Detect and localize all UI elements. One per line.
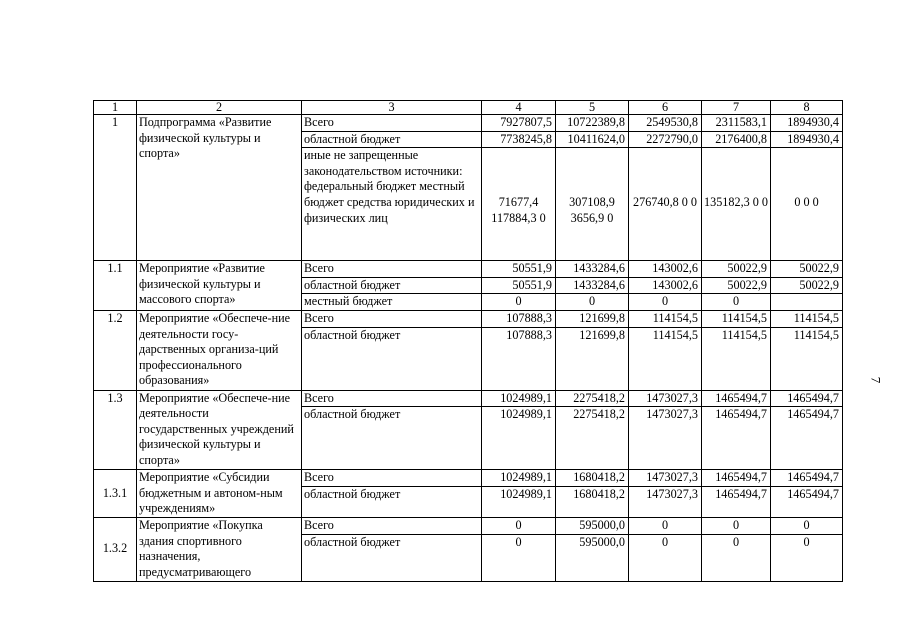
source-label: Всего [302, 261, 482, 278]
value-cell: 7927807,5 [482, 115, 556, 132]
value-cell: 50022,9 [771, 261, 843, 278]
value-cell: 107888,3 [482, 310, 556, 327]
header-cell: 3 [302, 101, 482, 115]
value-cell: 50022,9 [702, 261, 771, 278]
value-cell: 595000,0 [556, 534, 629, 581]
source-label: Всего [302, 470, 482, 487]
value-cell: 1465494,7 [771, 470, 843, 487]
row-number: 1 [94, 115, 137, 261]
value-cell: 2272790,0 [629, 131, 702, 148]
value-cell: 2275418,2 [556, 407, 629, 470]
source-label: областной бюджет [302, 327, 482, 390]
value-cell: 1465494,7 [702, 390, 771, 407]
value-cell: 0 [629, 294, 702, 311]
value-cell: 0 [629, 517, 702, 534]
value-cell: 2311583,1 [702, 115, 771, 132]
value-cell: 1894930,4 [771, 115, 843, 132]
table-row [94, 390, 843, 407]
row-number: 1.3 [94, 390, 137, 470]
value-cell: 114154,5 [702, 310, 771, 327]
value-cell: 143002,6 [629, 277, 702, 294]
value-cell: 1433284,6 [556, 261, 629, 278]
value-cell: 50551,9 [482, 261, 556, 278]
value-cell: 0 [702, 517, 771, 534]
source-label: иные не запрещенные законодательством источники: федеральный бюджет местный бюджет средства юридических и физических лиц [302, 148, 482, 261]
header-cell: 2 [137, 101, 302, 115]
source-label: областной бюджет [302, 534, 482, 581]
value-cell: 1473027,3 [629, 486, 702, 517]
value-cell: 114154,5 [771, 327, 843, 390]
value-cell: 50022,9 [771, 277, 843, 294]
row-number: 1.1 [94, 261, 137, 311]
value-cell: 10722389,8 [556, 115, 629, 132]
value-cell: 0 0 0 [771, 148, 843, 261]
program-name: Мероприятие «Развитие физической культуры и массового спорта» [137, 261, 302, 311]
value-cell: 114154,5 [702, 327, 771, 390]
value-cell: 2275418,2 [556, 390, 629, 407]
value-cell: 0 [702, 294, 771, 311]
source-label: областной бюджет [302, 277, 482, 294]
value-cell: 0 [702, 534, 771, 581]
value-cell: 10411624,0 [556, 131, 629, 148]
value-cell: 1433284,6 [556, 277, 629, 294]
value-cell: 1465494,7 [771, 407, 843, 470]
value-cell: 276740,8 0 0 [629, 148, 702, 261]
source-label: Всего [302, 115, 482, 132]
value-cell: 7738245,8 [482, 131, 556, 148]
header-cell: 7 [702, 101, 771, 115]
value-cell: 0 [482, 534, 556, 581]
value-cell: 307108,9 3656,9 0 [556, 148, 629, 261]
value-cell: 1473027,3 [629, 407, 702, 470]
budget-table [93, 100, 843, 582]
header-cell: 6 [629, 101, 702, 115]
value-cell: 121699,8 [556, 310, 629, 327]
program-name: Мероприятие «Обеспече-ние деятельности госу-дарственных организа-ций профессионального образования» [137, 310, 302, 390]
program-name: Мероприятие «Субсидии бюджетным и автоном-ным учреждениям» [137, 470, 302, 518]
value-cell: 135182,3 0 0 [702, 148, 771, 261]
value-cell: 1680418,2 [556, 470, 629, 487]
table-row [94, 470, 843, 487]
value-cell: 1473027,3 [629, 390, 702, 407]
header-cell: 4 [482, 101, 556, 115]
value-cell: 143002,6 [629, 261, 702, 278]
source-label: Всего [302, 310, 482, 327]
table-row [94, 261, 843, 278]
value-cell: 0 [556, 294, 629, 311]
value-cell: 50551,9 [482, 277, 556, 294]
value-cell: 1465494,7 [771, 486, 843, 517]
value-cell: 0 [771, 517, 843, 534]
program-name: Мероприятие «Обеспече-ние деятельности государственных учреждений физической культуры и спорта» [137, 390, 302, 470]
value-cell: 121699,8 [556, 327, 629, 390]
value-cell: 1024989,1 [482, 486, 556, 517]
header-cell: 8 [771, 101, 843, 115]
value-cell: 1473027,3 [629, 470, 702, 487]
value-cell: 1024989,1 [482, 470, 556, 487]
program-name: Мероприятие «Покупка здания спортивного назначения, предусматривающего [137, 517, 302, 581]
value-cell: 1465494,7 [702, 470, 771, 487]
program-name: Подпрограмма «Развитие физической культуры и спорта» [137, 115, 302, 261]
value-cell: 107888,3 [482, 327, 556, 390]
header-cell: 5 [556, 101, 629, 115]
value-cell: 0 [629, 534, 702, 581]
value-cell: 114154,5 [771, 310, 843, 327]
source-label: Всего [302, 517, 482, 534]
value-cell: 1465494,7 [702, 407, 771, 470]
source-label: областной бюджет [302, 131, 482, 148]
value-cell: 595000,0 [556, 517, 629, 534]
source-label: местный бюджет [302, 294, 482, 311]
value-cell [771, 294, 843, 311]
value-cell: 114154,5 [629, 327, 702, 390]
value-cell: 1680418,2 [556, 486, 629, 517]
page-number: 7 [868, 376, 884, 384]
table-row [94, 517, 843, 534]
value-cell: 1465494,7 [771, 390, 843, 407]
value-cell: 114154,5 [629, 310, 702, 327]
value-cell: 1024989,1 [482, 390, 556, 407]
row-number: 1.2 [94, 310, 137, 390]
row-number: 1.3.1 [94, 470, 137, 518]
table-row [94, 115, 843, 132]
header-cell: 1 [94, 101, 137, 115]
value-cell: 0 [482, 294, 556, 311]
row-number: 1.3.2 [94, 517, 137, 581]
table-header-row [94, 101, 843, 115]
value-cell: 2549530,8 [629, 115, 702, 132]
value-cell: 50022,9 [702, 277, 771, 294]
value-cell: 1465494,7 [702, 486, 771, 517]
value-cell: 1894930,4 [771, 131, 843, 148]
table-row [94, 310, 843, 327]
value-cell: 71677,4 117884,3 0 [482, 148, 556, 261]
value-cell: 0 [771, 534, 843, 581]
source-label: Всего [302, 390, 482, 407]
source-label: областной бюджет [302, 407, 482, 470]
value-cell: 1024989,1 [482, 407, 556, 470]
value-cell: 0 [482, 517, 556, 534]
value-cell: 2176400,8 [702, 131, 771, 148]
source-label: областной бюджет [302, 486, 482, 517]
